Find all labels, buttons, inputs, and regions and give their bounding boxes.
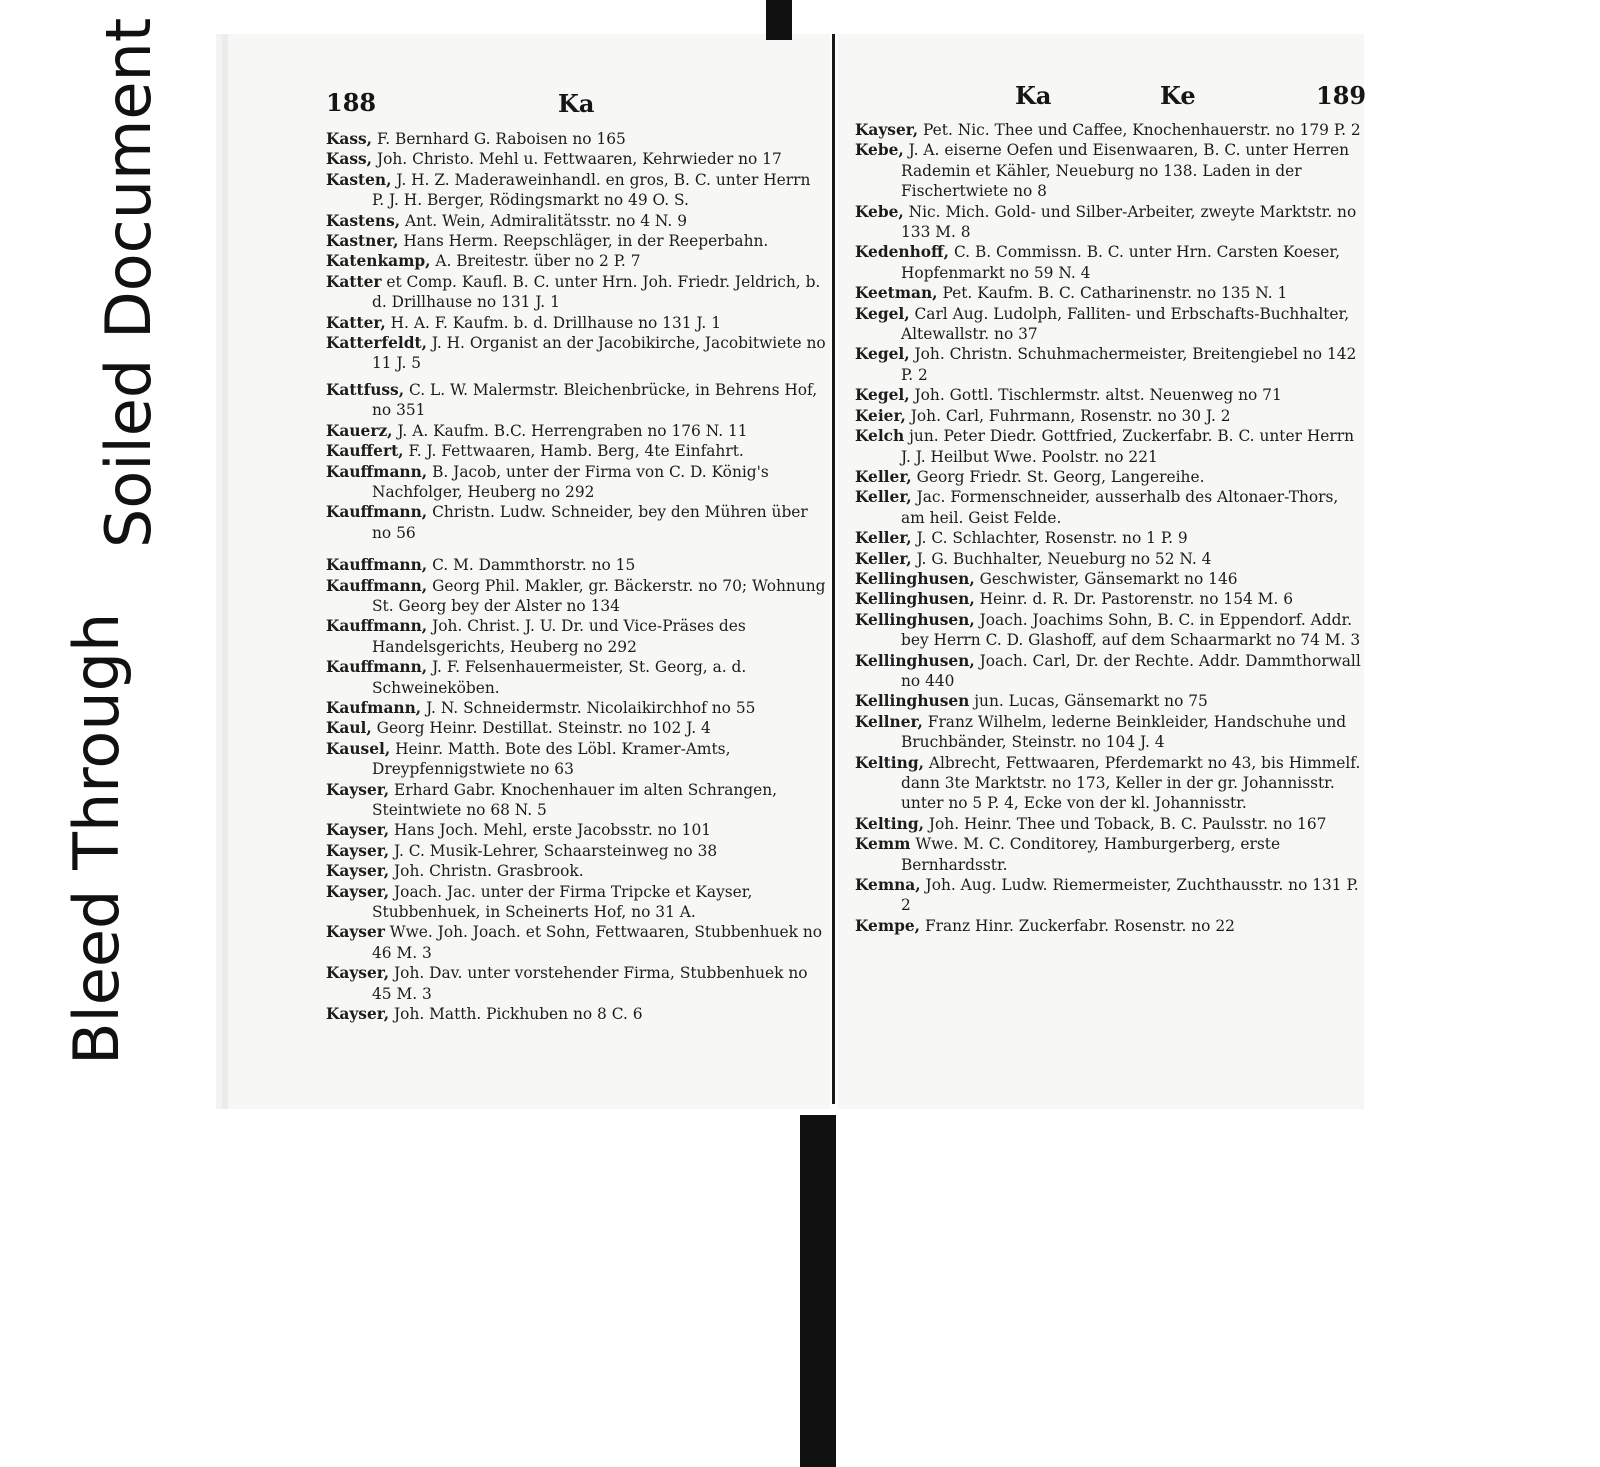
left-entry-list: [326, 129, 826, 1024]
directory-entry: Kayser, Erhard Gabr. Knochenhauer im alten Schrangen, Steintwiete no 68 N. 5: [326, 780, 778, 819]
directory-entry: Kayser, Joh. Matth. Pickhuben no 8 C. 6: [326, 1005, 643, 1024]
directory-entry: Kayser, Pet. Nic. Thee und Caffee, Knochenhauerstr. no 179 P. 2: [855, 121, 1361, 139]
directory-entry: Kebe, J. A. eiserne Oefen und Eisenwaaren, B. C. unter Herren Rademin et Kähler, Neueburg no 138. Laden in der Fischertwiete no 8: [855, 141, 1350, 201]
directory-entry: Kegel, Joh. Christn. Schuhmachermeister, Breitengiebel no 142 P. 2: [855, 345, 1357, 384]
directory-entry: Keetman, Pet. Kaufm. B. C. Catharinenstr. no 135 N. 1: [855, 284, 1288, 303]
directory-entry: Kellinghusen jun. Lucas, Gänsemarkt no 75: [855, 692, 1208, 711]
directory-entry: Kemna, Joh. Aug. Ludw. Riemermeister, Zuchthausstr. no 131 P. 2: [855, 876, 1359, 915]
binding-strip-top: [766, 0, 792, 40]
directory-entry: Kass, Joh. Christo. Mehl u. Fettwaaren, Kehrwieder no 17: [326, 150, 782, 169]
directory-entry: Kellinghusen, Joach. Joachims Sohn, B. C. in Eppendorf. Addr. bey Herrn C. D. Glashoff, auf dem Schaarmarkt no 74 M. 3: [855, 610, 1361, 650]
directory-entry: Kegel, Carl Aug. Ludolph, Falliten- und Erbschafts-Buchhalter, Altewallstr. no 37: [855, 304, 1350, 344]
directory-entry: Kauffmann, C. M. Dammthorstr. no 15: [326, 556, 636, 575]
directory-entry: Kegel, Joh. Gottl. Tischlermstr. altst. Neuenweg no 71: [855, 386, 1282, 405]
left-page-number: 188: [326, 88, 377, 117]
directory-entry: Kellinghusen, Geschwister, Gänsemarkt no 146: [855, 569, 1238, 588]
directory-entry: Kauffmann, J. F. Felsenhauermeister, St. Georg, a. d. Schweineköben.: [326, 658, 747, 697]
directory-entry: Keller, Georg Friedr. St. Georg, Langereihe.: [855, 467, 1205, 486]
directory-entry: Kebe, Nic. Mich. Gold- und Silber-Arbeiter, zweyte Marktstr. no 133 M. 8: [855, 202, 1357, 242]
directory-entry: Kellinghusen, Joach. Carl, Dr. der Rechte. Addr. Dammthorwall no 440: [855, 651, 1361, 690]
directory-entry: Kayser, Joh. Dav. unter vorstehender Firma, Stubbenhuek no 45 M. 3: [326, 964, 808, 1003]
directory-entry: Katterfeldt, J. H. Organist an der Jacobikirche, Jacobitwiete no 11 J. 5: [326, 334, 826, 373]
directory-entry: Kayser, Joh. Christn. Grasbrook.: [326, 862, 584, 881]
directory-entry: Kelting, Joh. Heinr. Thee und Toback, B. C. Paulsstr. no 167: [855, 814, 1327, 833]
directory-entry: Kelch jun. Peter Diedr. Gottfried, Zuckerfabr. B. C. unter Herrn J. J. Heilbut Wwe. Poolstr. no 221: [855, 427, 1354, 466]
directory-entry: Katter et Comp. Kaufl. B. C. unter Hrn. Joh. Friedr. Jeldrich, b. d. Drillhause no 131 J. 1: [326, 272, 821, 312]
right-page-headword-start: Ka: [1015, 81, 1052, 110]
directory-entry: Kasten, J. H. Z. Maderaweinhandl. en gros, B. C. unter Herrn P. J. H. Berger, Rödingsmarkt no 49 O. S.: [326, 170, 811, 210]
directory-entry: Kauffmann, Christn. Ludw. Schneider, bey den Mühren über no 56: [326, 503, 808, 542]
directory-entry: Katter, H. A. F. Kaufm. b. d. Drillhause no 131 J. 1: [326, 313, 721, 332]
directory-entry: Kauffmann, B. Jacob, unter der Firma von C. D. König's Nachfolger, Heuberg no 292: [326, 462, 769, 501]
directory-entry: Kempe, Franz Hinr. Zuckerfabr. Rosenstr. no 22: [855, 916, 1235, 935]
directory-entry: Kausel, Heinr. Matth. Bote des Löbl. Kramer-Amts, Dreypfennigstwiete no 63: [326, 739, 731, 779]
directory-entry: Kayser, Hans Joch. Mehl, erste Jacobsstr. no 101: [326, 821, 712, 840]
binding-strip-bottom: [800, 1115, 836, 1467]
directory-entry: Kayser, J. C. Musik-Lehrer, Schaarsteinweg no 38: [326, 841, 718, 860]
directory-entry: Kauffert, F. J. Fettwaaren, Hamb. Berg, 4te Einfahrt.: [326, 442, 744, 461]
directory-entry: Kelting, Albrecht, Fettwaaren, Pferdemarkt no 43, bis Himmelf. dann 3te Marktstr. no 173, Keller in der gr. Johannisstr. unter no 5 P. 4, Ecke von der kl. Johannisstr.: [855, 753, 1361, 813]
left-page-headword: Ka: [558, 89, 595, 118]
directory-entry: Kastner, Hans Herm. Reepschläger, in der Reeperbahn.: [326, 232, 769, 251]
directory-entry: Keller, J. C. Schlachter, Rosenstr. no 1 P. 9: [855, 529, 1188, 548]
directory-entry: Kauffmann, Joh. Christ. J. U. Dr. und Vice-Präses des Handelsgerichts, Heuberg no 292: [326, 617, 746, 656]
directory-entry: Kayser, Joach. Jac. unter der Firma Tripcke et Kayser, Stubbenhuek, in Scheinerts Hof, no 31 A.: [326, 882, 753, 922]
directory-entry: Kedenhoff, C. B. Commissn. B. C. unter Hrn. Carsten Koeser, Hopfenmarkt no 59 N. 4: [855, 243, 1340, 282]
directory-entry: Kayser Wwe. Joh. Joach. et Sohn, Fettwaaren, Stubbenhuek no 46 M. 3: [326, 923, 823, 962]
directory-entry: Katenkamp, A. Breitestr. über no 2 P. 7: [326, 252, 641, 271]
right-page-number: 189: [1316, 81, 1367, 110]
directory-entry: Kaul, Georg Heinr. Destillat. Steinstr. no 102 J. 4: [326, 719, 711, 738]
directory-entry: Kellinghusen, Heinr. d. R. Dr. Pastorenstr. no 154 M. 6: [855, 590, 1294, 609]
directory-entry: Keller, J. G. Buchhalter, Neueburg no 52 N. 4: [855, 549, 1212, 568]
right-page-headword-end: Ke: [1160, 81, 1196, 110]
book-gutter: [832, 34, 835, 1104]
directory-entry: Kastens, Ant. Wein, Admiralitätsstr. no 4 N. 9: [326, 211, 687, 230]
directory-entry: Kass, F. Bernhard G. Raboisen no 165: [326, 130, 626, 148]
bleed-through-label: Bleed Through: [60, 612, 133, 1065]
directory-entry: Kemm Wwe. M. C. Conditorey, Hamburgerberg, erste Bernhardsstr.: [855, 835, 1281, 874]
directory-entry: Keller, Jac. Formenschneider, ausserhalb des Altonaer-Thors, am heil. Geist Felde.: [855, 488, 1339, 527]
directory-entry: Kauffmann, Georg Phil. Makler, gr. Bäckerstr. no 70; Wohnung St. Georg bey der Alster no 134: [326, 576, 826, 615]
right-entry-list: [855, 120, 1362, 936]
directory-entry: Kattfuss, C. L. W. Malermstr. Bleichenbrücke, in Behrens Hof, no 351: [326, 380, 818, 420]
directory-entry: Kaufmann, J. N. Schneidermstr. Nicolaikirchhof no 55: [326, 698, 756, 717]
directory-entry: Keier, Joh. Carl, Fuhrmann, Rosenstr. no 30 J. 2: [855, 406, 1231, 425]
directory-entry: Kauerz, J. A. Kaufm. B.C. Herrengraben no 176 N. 11: [326, 421, 748, 440]
soiled-document-label: Soiled Document: [92, 17, 165, 548]
directory-entry: Kellner, Franz Wilhelm, lederne Beinkleider, Handschuhe und Bruchbänder, Steinstr. no 104 J. 4: [855, 712, 1347, 752]
